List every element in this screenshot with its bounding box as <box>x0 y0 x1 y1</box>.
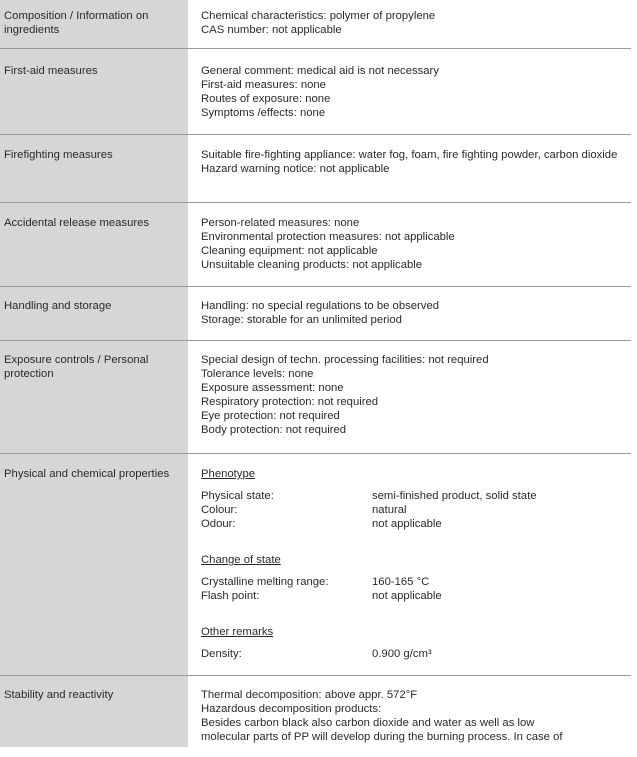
property-value: not applicable <box>372 590 442 602</box>
section-label: Handling and storage <box>4 300 112 312</box>
section-divider <box>0 48 631 49</box>
property-row <box>201 589 631 603</box>
content-line: Suitable fire-fighting appliance: water fog, foam, fire fighting powder, carbon dioxide <box>201 149 618 161</box>
property-value: not applicable <box>372 518 442 530</box>
content-line: Body protection: not required <box>201 424 347 436</box>
property-key: Physical state: <box>201 490 274 502</box>
section-content <box>201 216 631 272</box>
section-divider <box>0 202 631 203</box>
section-content <box>201 299 631 327</box>
section-label: First-aid measures <box>4 65 98 77</box>
section-divider <box>0 286 631 287</box>
section-content <box>201 467 631 661</box>
content-line: General comment: medical aid is not necessary <box>201 65 439 77</box>
section-label: Accidental release measures <box>4 217 150 229</box>
content-line: Tolerance levels: none <box>201 368 314 380</box>
subheading-change-of-state: Change of state <box>201 554 281 566</box>
property-row <box>201 575 631 589</box>
content-line: Symptoms /effects: none <box>201 107 326 119</box>
content-line: Hazardous decomposition products: <box>201 703 382 715</box>
content-line: Besides carbon black also carbon dioxide and water as well as low <box>201 717 535 729</box>
content-line: Hazard warning notice: not applicable <box>201 163 390 175</box>
section-content <box>201 688 631 744</box>
section-content <box>201 64 631 120</box>
property-row <box>201 647 631 661</box>
content-line: Respiratory protection: not required <box>201 396 379 408</box>
property-value: semi-finished product, solid state <box>372 490 537 502</box>
content-line: Environmental protection measures: not applicable <box>201 231 455 243</box>
section-divider <box>0 134 631 135</box>
property-value: 160-165 °C <box>372 576 430 588</box>
subheading-phenotype: Phenotype <box>201 468 256 480</box>
section-label: Stability and reactivity <box>4 689 114 701</box>
content-line: Person-related measures: none <box>201 217 360 229</box>
content-line: Special design of techn. processing facilities: not required <box>201 354 489 366</box>
content-line: Unsuitable cleaning products: not applicable <box>201 259 423 271</box>
section-label: Physical and chemical properties <box>4 468 170 480</box>
content-line: Eye protection: not required <box>201 410 340 422</box>
content-line: CAS number: not applicable <box>201 24 342 36</box>
property-key: Odour: <box>201 518 236 530</box>
content-line: Cleaning equipment: not applicable <box>201 245 378 257</box>
content-line: molecular parts of PP will develop during the burning process. In case of <box>201 731 563 743</box>
section-divider <box>0 675 631 676</box>
subheading-other-remarks: Other remarks <box>201 626 274 638</box>
section-label: Composition / Information on ingredients <box>4 10 149 36</box>
content-line: Thermal decomposition: above appr. 572°F <box>201 689 418 701</box>
section-divider <box>0 340 631 341</box>
content-line: Handling: no special regulations to be observed <box>201 300 440 312</box>
section-content <box>201 148 631 176</box>
content-line: Storage: storable for an unlimited period <box>201 314 402 326</box>
property-key: Crystalline melting range: <box>201 576 329 588</box>
section-content <box>201 9 631 37</box>
section-label: Firefighting measures <box>4 149 113 161</box>
section-label: Exposure controls / Personal protection <box>4 354 149 380</box>
content-line: First-aid measures: none <box>201 79 326 91</box>
property-value: natural <box>372 504 407 516</box>
content-line: Exposure assessment: none <box>201 382 344 394</box>
property-row <box>201 517 631 531</box>
property-key: Colour: <box>201 504 238 516</box>
property-key: Density: <box>201 648 242 660</box>
section-divider <box>0 453 631 454</box>
section-content <box>201 353 631 437</box>
content-line: Routes of exposure: none <box>201 93 331 105</box>
property-value: 0.900 g/cm³ <box>372 648 432 660</box>
property-key: Flash point: <box>201 590 260 602</box>
content-line: Chemical characteristics: polymer of propylene <box>201 10 436 22</box>
property-row <box>201 503 631 517</box>
property-row <box>201 489 631 503</box>
